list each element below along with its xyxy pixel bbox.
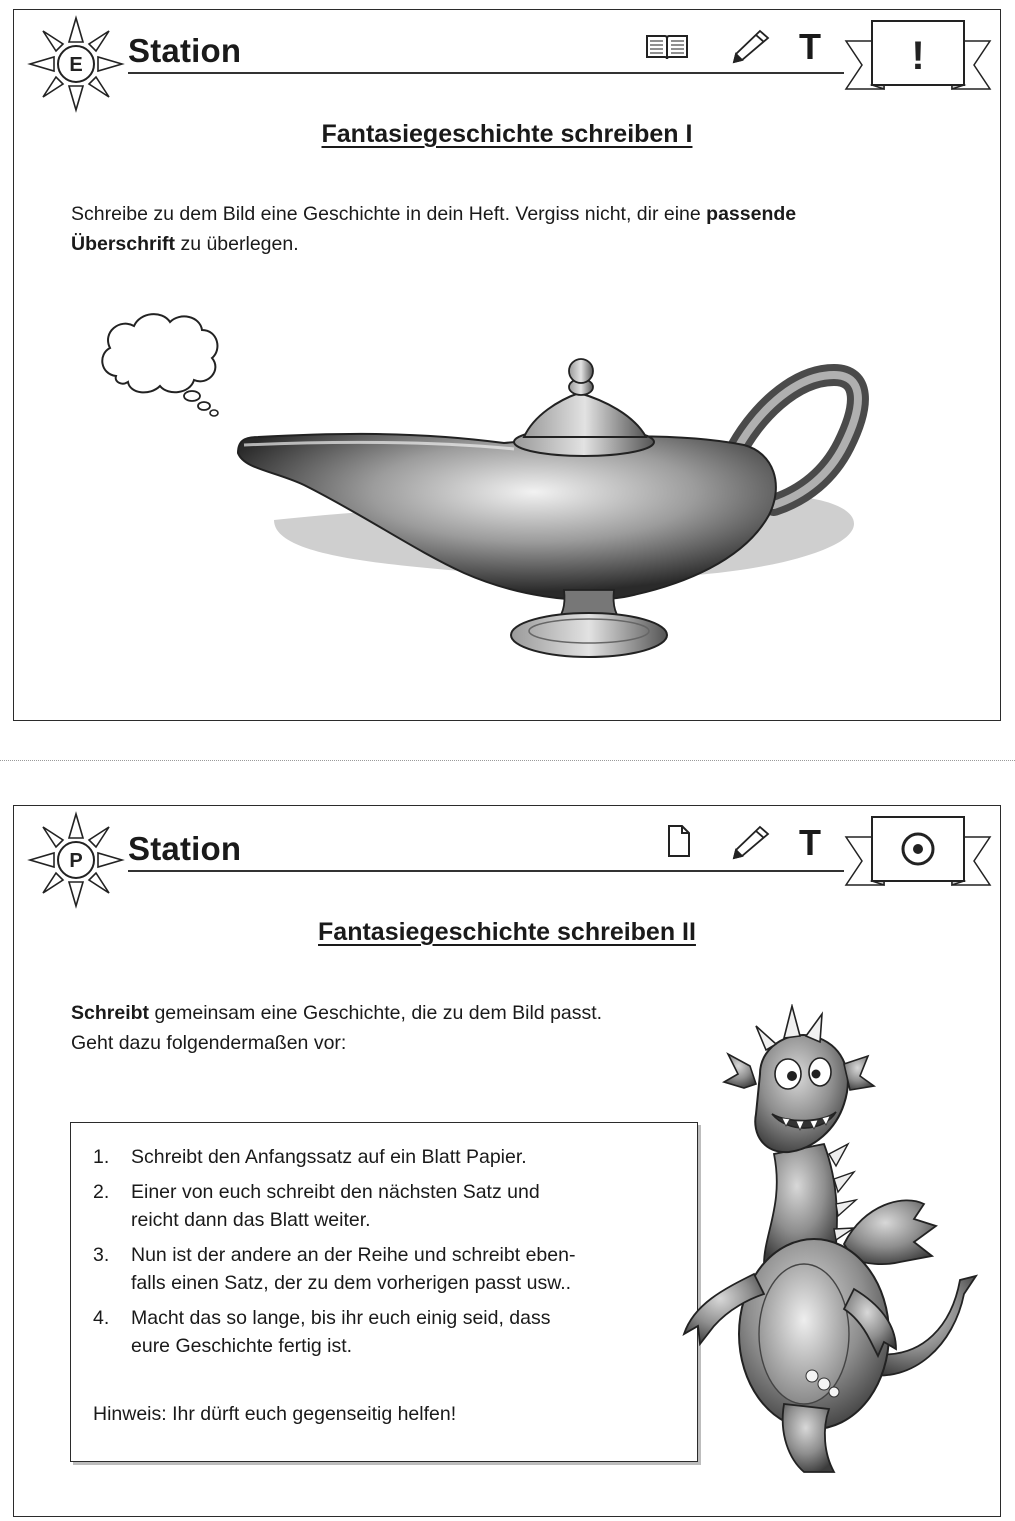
pencil-icon: [730, 824, 772, 862]
steps-list: [93, 1143, 673, 1367]
station-card-p: [13, 805, 1001, 1517]
instruction-text: Schreibe zu dem Bild eine Geschichte in dein Heft. Vergiss nicht, dir eine passende Überschrift zu überlegen.: [71, 203, 797, 255]
steps-box: [70, 1122, 698, 1462]
target-icon: [903, 834, 933, 864]
list-item: 4. Macht das so lange, bis ihr euch einig seid, dass eure Geschichte fertig ist.: [93, 1307, 551, 1357]
sun-badge-icon: [26, 14, 126, 114]
list-item: 2. Einer von euch schreibt den nächsten Satz und reicht dann das Blatt weiter.: [93, 1181, 540, 1231]
text-t-icon: T: [799, 822, 821, 863]
cut-line-separator: [0, 760, 1015, 761]
instruction-text: Schreibt gemeinsam eine Geschichte, die zu dem Bild passt. Geht dazu folgendermaßen vor:: [71, 1002, 603, 1054]
ribbon-badge: [844, 815, 992, 891]
station-heading: Station: [128, 32, 242, 69]
magic-lamp: [214, 345, 894, 675]
page-icon: [666, 824, 692, 858]
hint-text: Hinweis: Ihr dürft euch gegenseitig helfen!: [93, 1403, 457, 1425]
dragon: [664, 1004, 984, 1486]
station-card-e: [13, 9, 1001, 721]
list-item: 1. Schreibt den Anfangssatz auf ein Blatt Papier.: [93, 1146, 527, 1168]
station-heading: Station: [128, 830, 242, 867]
list-item: 3. Nun ist der andere an der Reihe und schreibt eben- falls einen Satz, der zu dem vorherigen passt usw..: [93, 1244, 576, 1294]
card-title: Fantasiegeschichte schreiben II: [318, 918, 696, 946]
pencil-icon: [730, 28, 772, 66]
exclamation-icon: !: [911, 34, 925, 78]
sun-badge-icon: [26, 810, 126, 910]
text-t-icon: T: [799, 26, 821, 67]
book-icon: [644, 32, 690, 62]
ribbon-badge: [844, 19, 992, 95]
header-rule: [128, 870, 844, 872]
header-rule: [128, 72, 844, 74]
svg-text:E: E: [69, 54, 83, 76]
card-title: Fantasiegeschichte schreiben I: [321, 120, 693, 148]
svg-text:P: P: [69, 850, 83, 872]
thought-bubble: [96, 308, 226, 420]
